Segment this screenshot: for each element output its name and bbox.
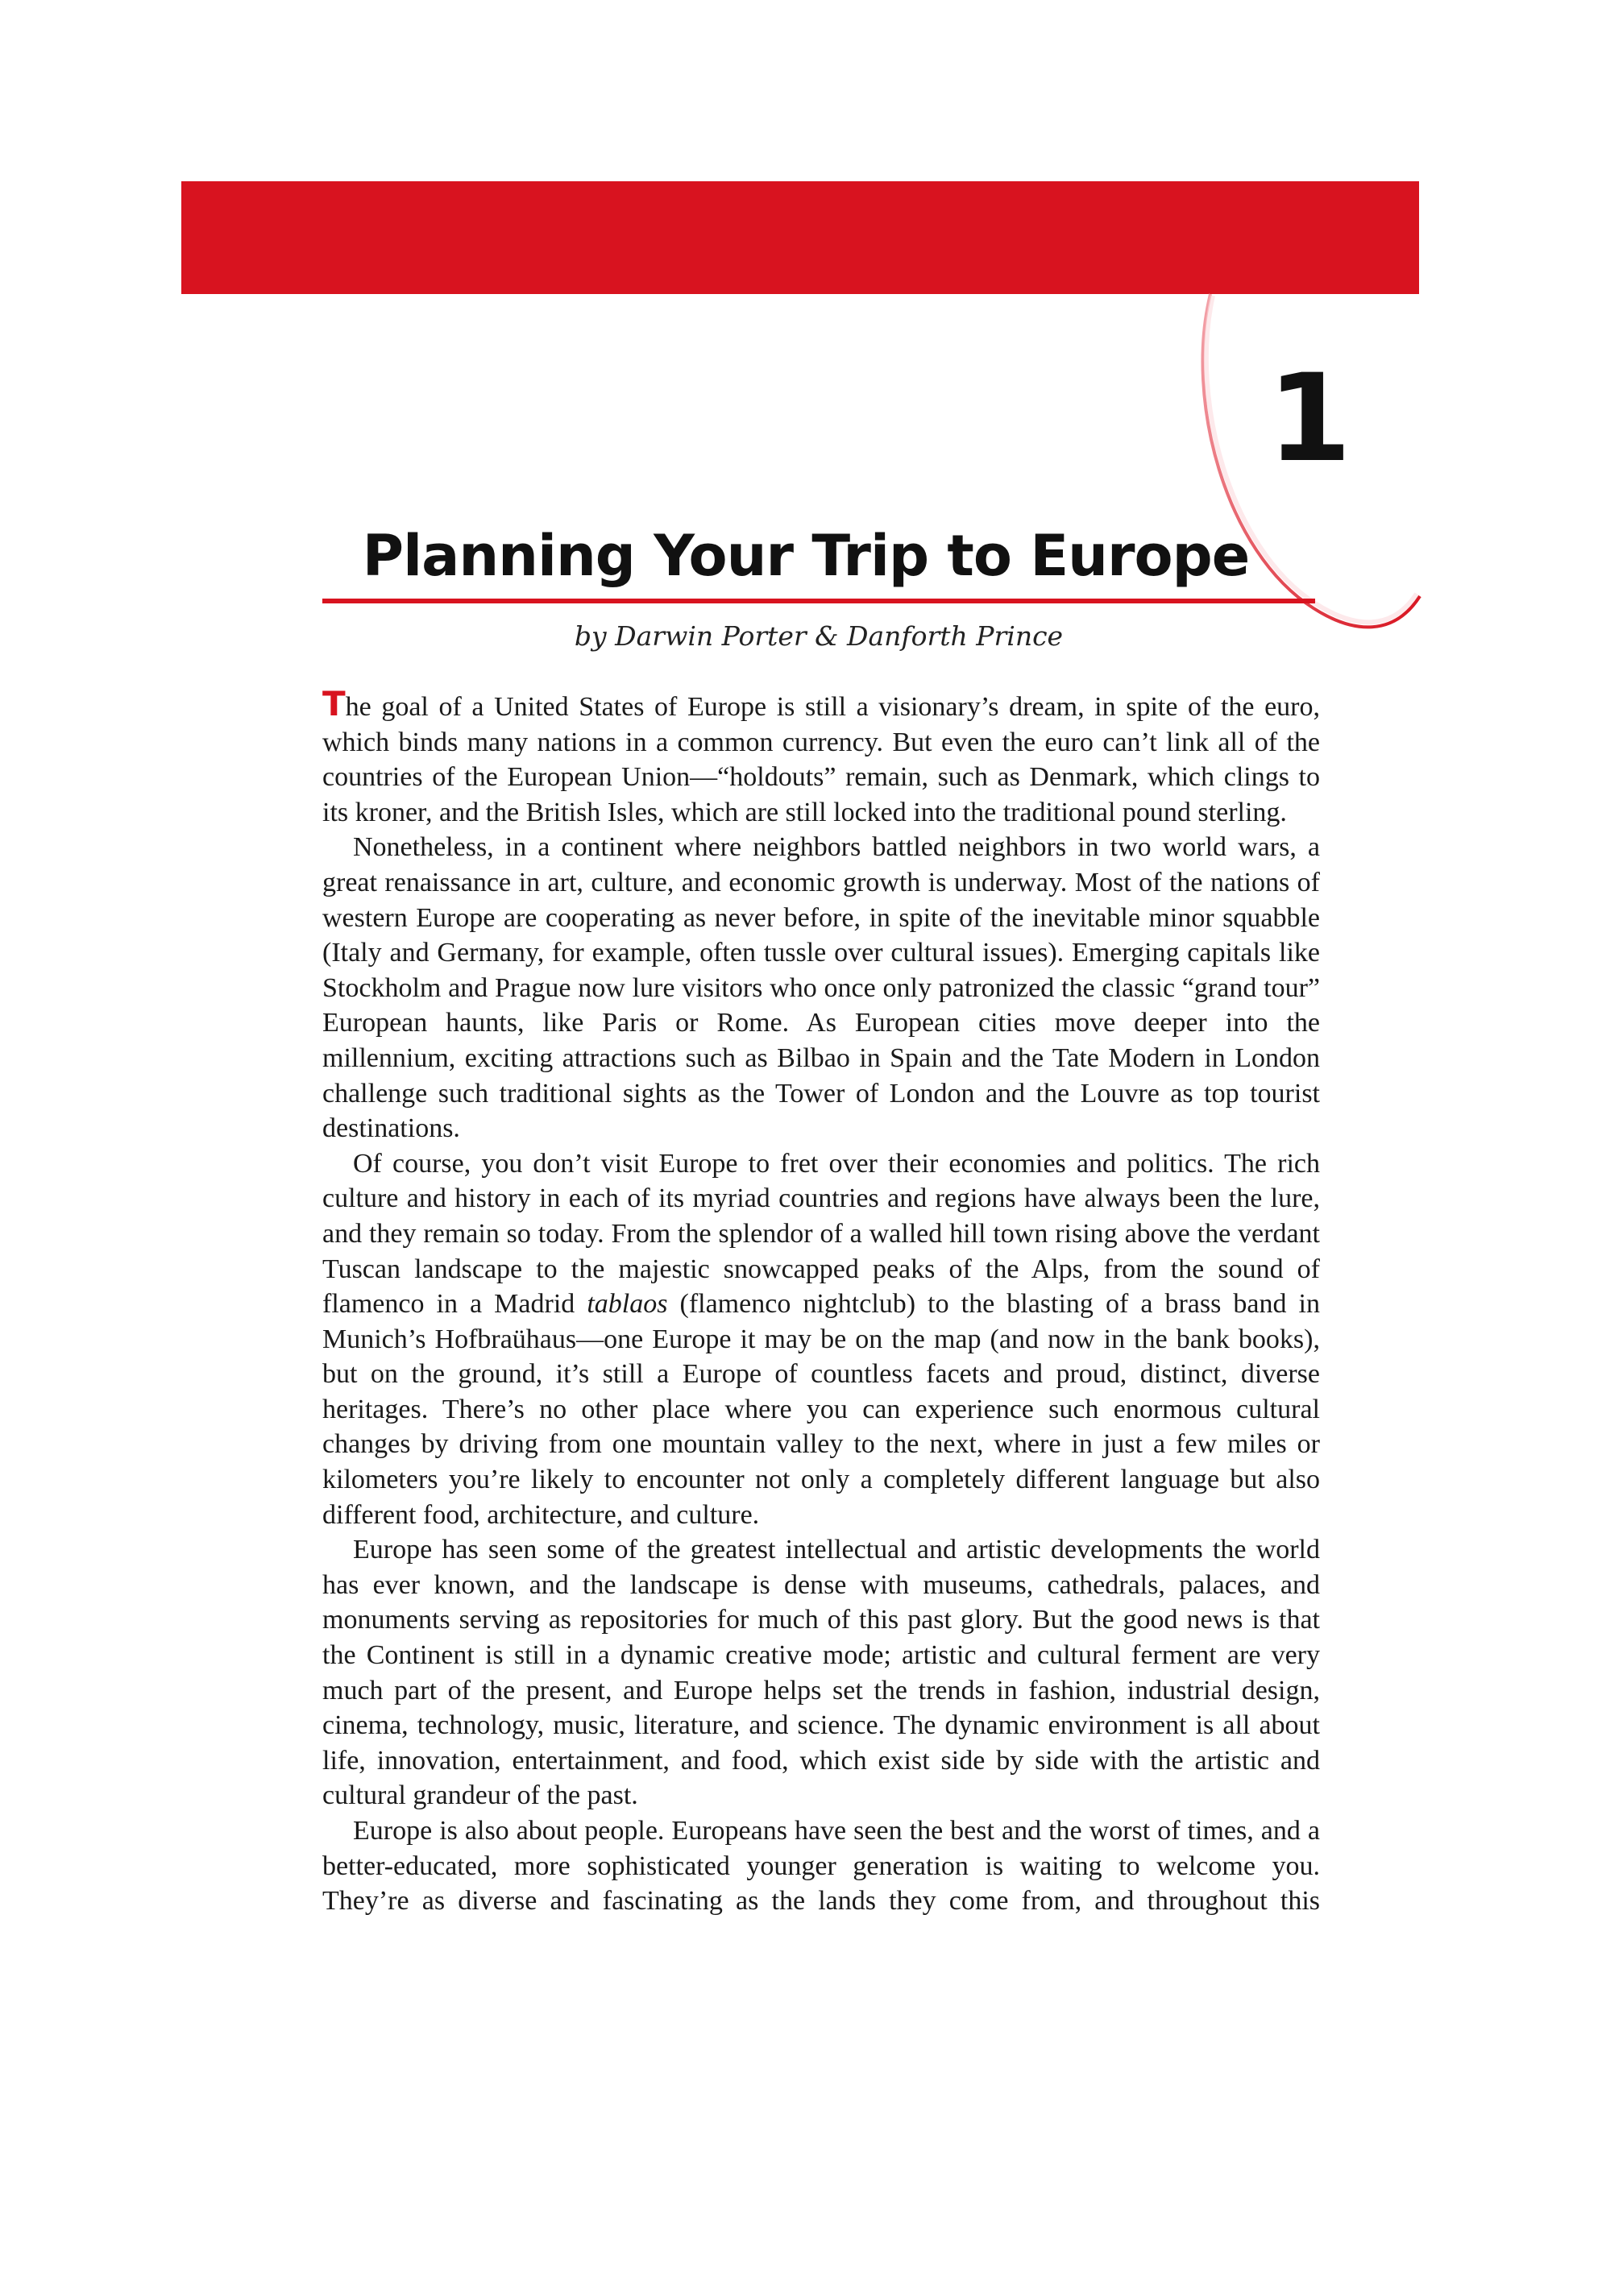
paragraph-1-text: he goal of a United States of Europe is still a visionary’s dream, in spite of the euro, which binds many nations in a common currency. But even the euro can’t link all of the countries of the European Union—“holdouts” remain, such as Denmark, which clings to its kroner, and the British Isles, which are still locked into the traditional pound sterling. [322, 692, 1320, 827]
paragraph-3-emphasis: tablaos [587, 1289, 668, 1320]
chapter-header-bar [181, 181, 1419, 294]
paragraph-3-text-start: Of course, you don’t visit Europe to fret over their economies and politics. The rich culture and history in each of its myriad countries and regions have always been the lure, and they remain so today. From the splendor of a walled hill town rising above the verdant Tuscan landscape to the majestic snowcapped peaks of the Alps, from the sound of flamenco in a Madrid [322, 1148, 1320, 1320]
title-underline [322, 599, 1315, 603]
paragraph-1 [322, 686, 1320, 830]
chapter-number: 1 [1267, 349, 1352, 489]
chapter-byline: by Darwin Porter & Danforth Prince [574, 620, 1064, 652]
chapter-title: Planning Your Trip to Europe [362, 523, 1250, 589]
drop-cap: T [322, 684, 346, 723]
paragraph-3 [322, 1146, 1320, 1533]
paragraph-5: Europe is also about people. Europeans have seen the best and the worst of times, and a better-educated, more sophisticated younger generation is waiting to welcome you. They’re as diverse and fascinating as the lands they come from, and throughout this [322, 1816, 1320, 1917]
paragraph-3-text-end: (flamenco nightclub) to the blasting of a brass band in Munich’s Hofbraühaus—one Europe it may be on the map (and now in the bank books), but on the ground, it’s still a Europe of countless facets and proud, distinct, diverse heritages. There’s no other place where you can experience such enormous cultural changes by driving from one mountain valley to the next, where in just a few miles or kilometers you’re likely to encounter not only a completely different language but also different food, architecture, and culture. [322, 1289, 1320, 1530]
body-text [322, 686, 1320, 1919]
paragraph-4: Europe has seen some of the greatest intellectual and artistic developments the world has ever known, and the landscape is dense with museums, cathedrals, palaces, and monuments serving as repositories for much of this past glory. But the good news is that the Continent is still in a dynamic creative mode; artistic and cultural ferment are very much part of the present, and Europe helps set the trends in fashion, industrial design, cinema, technology, music, literature, and science. The dynamic environment is all about life, innovation, entertainment, and food, which exist side by side with the artistic and cultural grandeur of the past. [322, 1535, 1320, 1811]
paragraph-2: Nonetheless, in a continent where neighbors battled neighbors in two world wars, a great renaissance in art, culture, and economic growth is underway. Most of the nations of western Europe are cooperating as never before, in spite of the inevitable minor squabble (Italy and Germany, for example, often tussle over cultural issues). Emerging capitals like Stockholm and Prague now lure visitors who once only patronized the classic “grand tour” European haunts, like Paris or Rome. As European cities move deeper into the millennium, exciting attractions such as Bilbao in Spain and the Tate Modern in London challenge such traditional sights as the Tower of London and the Louvre as top tourist destinations. [322, 832, 1320, 1144]
